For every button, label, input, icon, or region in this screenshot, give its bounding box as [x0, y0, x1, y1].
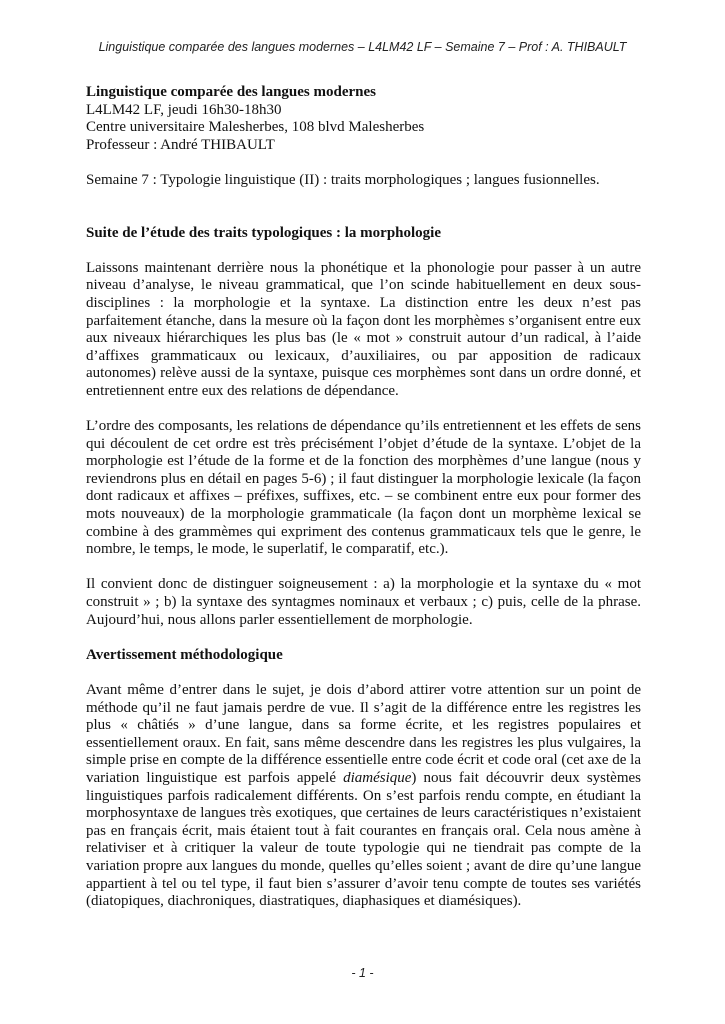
- italic-term: diamésique: [343, 769, 412, 786]
- paragraph: L’ordre des composants, les relations de dépendance qu’ils entretiennent et les effets de sens qui découlent de cet ordre est très précisément l’objet d’étude de la syntaxe. L’objet de la morphologie est l’étude de la forme et de la fonction des morphèmes d’une langue (nous y reviendrons plus en détail en pages 5-6) ; il faut distinguer la morphologie lexicale (la façon dont radicaux et affixes – préfixes, suffixes, etc. – se combinent entre eux pour former des mots nouveaux) de la morphologie grammaticale (la façon dont un morphème lexical se combine à des grammèmes qui expriment des contenus grammaticaux tels que le genre, le nombre, le temps, le mode, le superlatif, le comparatif, etc.).: [86, 418, 641, 558]
- course-location: Centre universitaire Malesherbes, 108 blvd Malesherbes: [86, 119, 425, 136]
- paragraph: [86, 682, 641, 911]
- course-professor: Professeur : André THIBAULT: [86, 136, 275, 153]
- paragraph-text-part: ) nous fait découvrir deux systèmes linguistiques parfois radicalement différents. On s’est parfois rendu compte, en étudiant la morphosyntaxe de langues très exotiques, que certaines de leurs caractéristiques n’existaient pas en français écrit, mais étaient tout à fait courantes en français oral. Cela nous amène à relativiser et à critiquer la valeur de toute typologie qui ne tiendrait pas compte de la variation propre aux langues du monde, quelles qu’elles soient ; avant de dire qu’une langue appartient à tel ou tel type, il faut bien s’assurer d’avoir tenu compte de toutes ses variétés (diatopiques, diachroniques, diastratiques, diaphasiques et diamésiques).: [86, 769, 641, 910]
- running-header: Linguistique comparée des langues modernes – L4LM42 LF – Semaine 7 – Prof : A. THIBAULT: [98, 40, 627, 54]
- paragraph: Laissons maintenant derrière nous la phonétique et la phonologie pour passer à un autre niveau d’analyse, le niveau grammatical, que l’on scinde habituellement en deux sous-disciplines : la morphologie et la syntaxe. La distinction entre les deux n’est pas parfaitement étanche, dans la mesure où la façon dont les morphèmes s’organisent entre eux aux niveaux hiérarchiques les plus bas (le « mot » construit autour d’un radical, à l’aide d’affixes grammaticaux ou lexicaux, d’auxiliaires, ou par apposition de radicaux autonomes) relève aussi de la syntaxe, puisque ces morphèmes sont dans un ordre donné, et entretiennent entre eux des relations de dépendance.: [86, 259, 641, 399]
- section-heading-morphology: Suite de l’étude des traits typologiques : la morphologie: [86, 224, 441, 241]
- course-schedule: L4LM42 LF, jeudi 16h30-18h30: [86, 101, 282, 118]
- course-title: Linguistique comparée des langues modernes: [86, 84, 377, 100]
- course-info: [86, 84, 641, 154]
- paragraph: Il convient donc de distinguer soigneusement : a) la morphologie et la syntaxe du « mot construit » ; b) la syntaxe des syntagmes nominaux et verbaux ; c) puis, celle de la phrase. Aujourd’hui, nous allons parler essentiellement de morphologie.: [86, 576, 641, 628]
- section-heading-method: Avertissement méthodologique: [86, 646, 283, 663]
- week-topic: Semaine 7 : Typologie linguistique (II) : traits morphologiques ; langues fusionnelles.: [86, 171, 600, 188]
- paragraph-text-part: Avant même d’entrer dans le sujet, je dois d’abord attirer votre attention sur un point de méthode qu’il ne faut jamais perdre de vue. Il s’agit de la différence entre les registres les plus « châtiés » d’une langue, dans sa forme écrite, et les registres populaires et essentiellement oraux. En fait, sans même descendre dans les registres les plus vulgaires, la simple prise en compte de la différence essentielle entre code écrit et code oral (cet axe de la variation linguistique est parfois appelé: [86, 682, 641, 786]
- document-body: [86, 84, 641, 911]
- page-number: - 1 -: [351, 966, 374, 980]
